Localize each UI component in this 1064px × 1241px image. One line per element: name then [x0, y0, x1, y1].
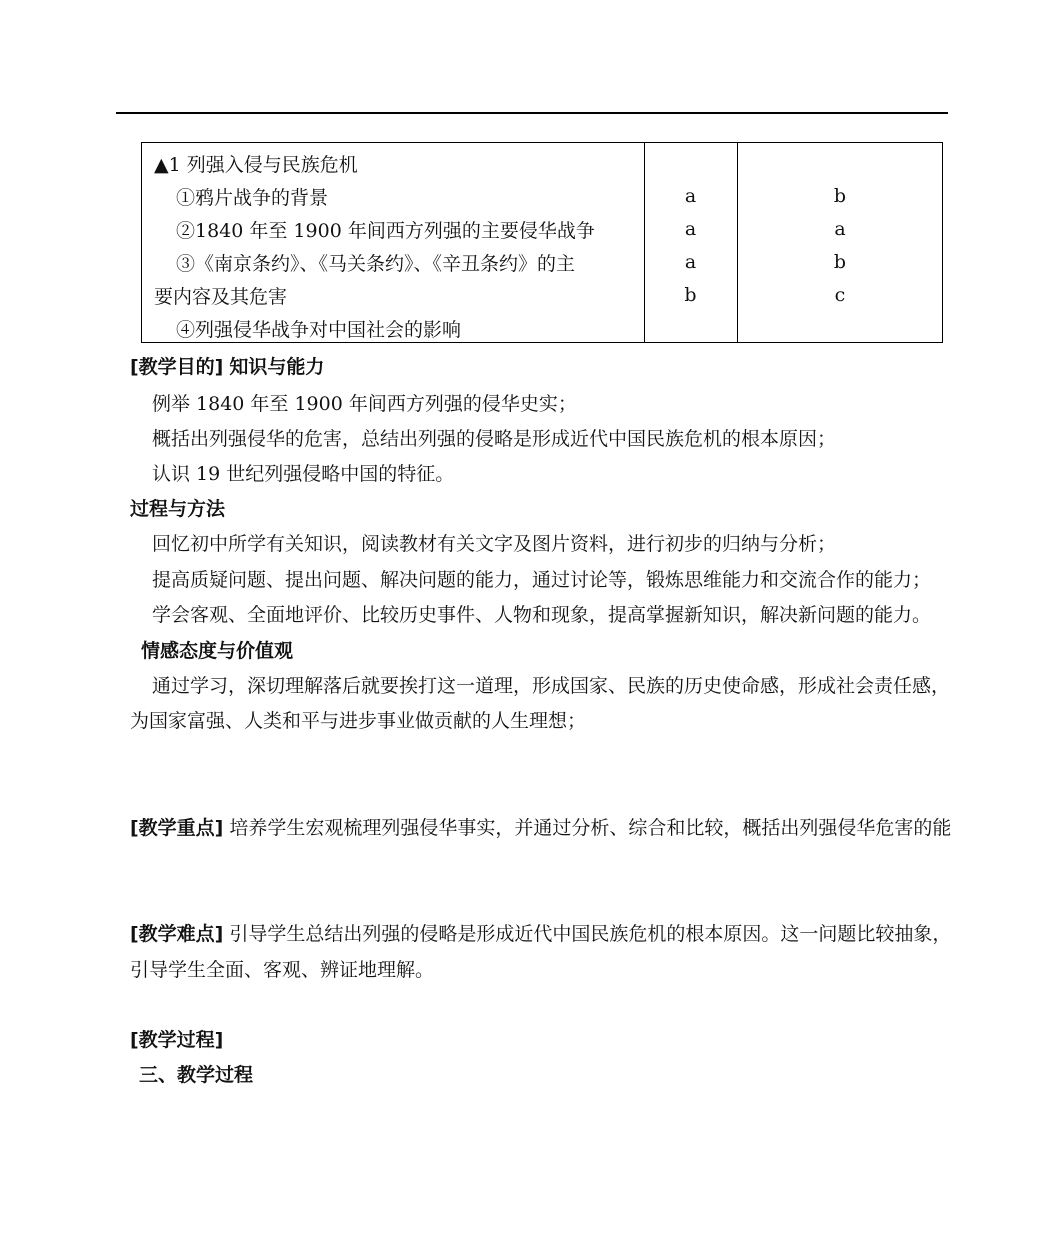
difficulty-text: 引导学生总结出列强的侵略是形成近代中国民族危机的根本原因。这一问题比较抽象，: [229, 923, 952, 945]
key-point-tag: [教学重点]: [130, 817, 224, 839]
emotion-item: 为国家富强、人类和平与进步事业做贡献的人生理想；: [130, 710, 587, 732]
table-row: ①鸦片战争的背景: [176, 187, 329, 209]
grade-cell: a: [684, 251, 697, 273]
table-row: 要内容及其危害: [154, 286, 288, 308]
process-item: 提高质疑问题、提出问题、解决问题的能力，通过讨论等，锻炼思维能力和交流合作的能力；: [152, 569, 932, 591]
process-item: 学会客观、全面地评价、比较历史事件、人物和现象，提高掌握新知识，解决新问题的能力。: [152, 604, 932, 626]
key-point-text: 培养学生宏观梳理列强侵华事实，并通过分析、综合和比较，概括出列强侵华危害的能: [229, 817, 952, 839]
table-row: ③《南京条约》、《马关条约》、《辛丑条约》的主: [176, 253, 576, 275]
grade-cell: a: [684, 218, 697, 240]
knowledge-item: 认识 19 世纪列强侵略中国的特征。: [152, 463, 455, 485]
teaching-process-subheading: 三、教学过程: [139, 1064, 254, 1086]
table-level-column-b: [738, 143, 942, 342]
table-row: ④列强侵华战争对中国社会的影响: [176, 319, 462, 341]
objectives-heading: [130, 352, 324, 379]
table-row: ▲1 列强入侵与民族危机: [154, 154, 358, 176]
table-content-column: [142, 143, 645, 342]
grade-cell: a: [684, 185, 697, 207]
header-rule: [116, 112, 948, 114]
table-level-column-a: [644, 143, 738, 342]
emotion-item: 通过学习，深切理解落后就要挨打这一道理，形成国家、民族的历史使命感，形成社会责任感，: [152, 675, 951, 697]
difficulty-tag: [教学难点]: [130, 923, 224, 945]
grade-cell: a: [834, 218, 846, 240]
teaching-process-tag: [教学过程]: [130, 1029, 224, 1051]
table-row: ②1840 年至 1900 年间西方列强的主要侵华战争: [176, 220, 595, 242]
difficulty-text-continued: 引导学生全面、客观、辨证地理解。: [130, 959, 435, 981]
objectives-heading-text: 知识与能力: [229, 356, 325, 378]
process-item: 回忆初中所学有关知识，阅读教材有关文字及图片资料，进行初步的归纳与分析；: [152, 533, 837, 555]
grade-cell: b: [833, 251, 847, 273]
objectives-tag: [教学目的]: [130, 356, 224, 378]
grade-cell: b: [833, 185, 847, 207]
difficulty-line: [130, 919, 951, 946]
syllabus-table: [141, 142, 943, 343]
knowledge-item: 例举 1840 年至 1900 年间西方列强的侵华史实；: [152, 393, 577, 415]
knowledge-item: 概括出列强侵华的危害，总结出列强的侵略是形成近代中国民族危机的根本原因；: [152, 428, 837, 450]
grade-cell: c: [834, 284, 846, 306]
key-point-line: [130, 813, 951, 840]
emotion-heading: 情感态度与价值观: [141, 640, 294, 662]
process-heading: 过程与方法: [130, 498, 226, 520]
grade-cell: b: [684, 284, 697, 306]
